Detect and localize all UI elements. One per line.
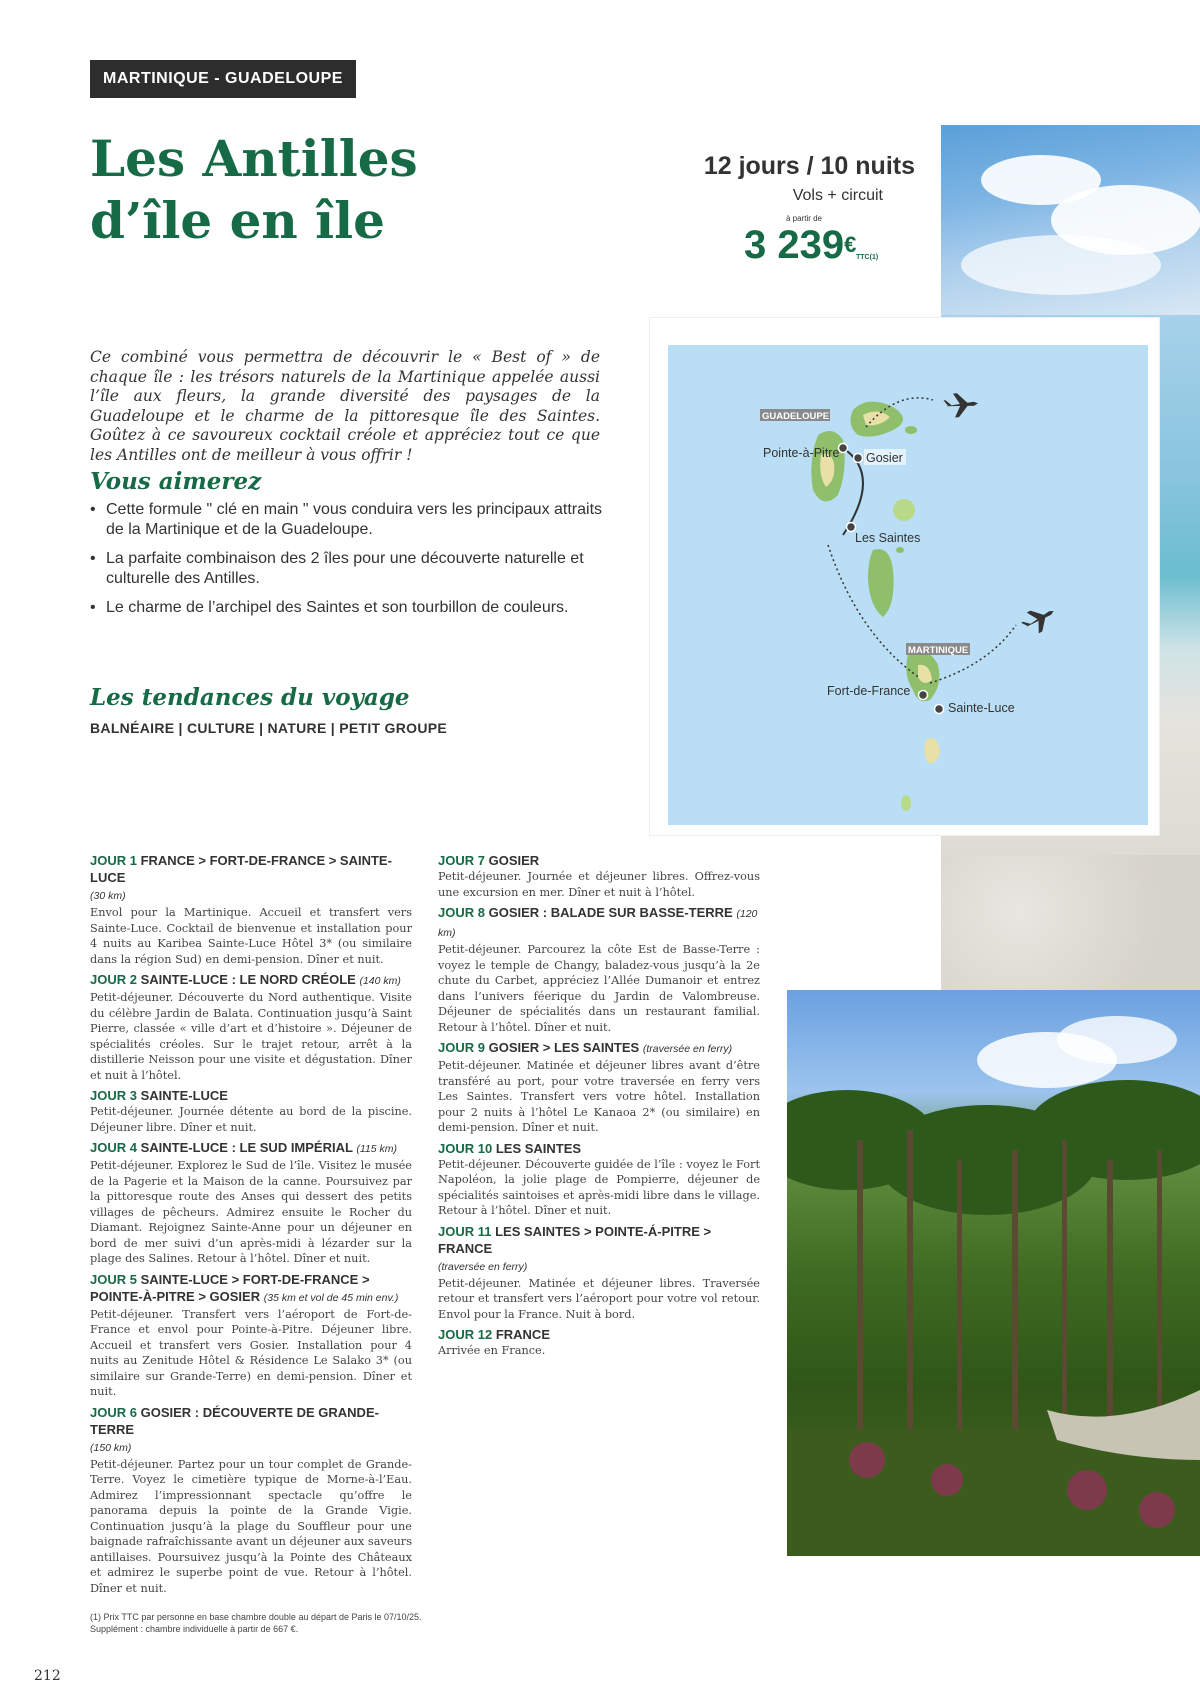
day-title: GOSIER > LES SAINTES (488, 1040, 640, 1055)
itinerary-day (90, 1087, 412, 1135)
plane-icon (943, 391, 979, 418)
day-number: JOUR 12 (438, 1327, 493, 1342)
itinerary-right-column (438, 852, 760, 1363)
trip-duration: 12 jours / 10 nuits (703, 152, 915, 180)
itinerary-day (90, 852, 412, 967)
itinerary-day (438, 1039, 760, 1136)
map-label-fort-de-france: Fort-de-France (827, 684, 911, 698)
title-line-1: Les Antilles (90, 129, 418, 188)
day-distance: (120 km) (438, 908, 758, 939)
sand-photo (941, 855, 1200, 995)
itinerary-map (668, 345, 1148, 825)
itinerary-day (438, 904, 760, 1035)
price-from-label: à partir de (785, 214, 823, 223)
day-number: JOUR 6 (90, 1404, 137, 1420)
itinerary-day (438, 1223, 760, 1323)
itinerary-day (438, 852, 760, 900)
price-currency: € (844, 232, 857, 257)
day-title: SAINTE-LUCE : LE NORD CRÉOLE (140, 972, 356, 987)
day-description: Petit-déjeuner. Matinée et déjeuner libres. Traversée retour et transfert vers l’aéroport pour votre vol retour. Envol pour la France. Nuit à bord. (438, 1276, 760, 1321)
day-distance: (traversée en ferry) (642, 1043, 733, 1055)
map-label-pointe-a-pitre: Pointe-à-Pitre (763, 446, 840, 460)
itinerary-day (90, 1139, 412, 1267)
day-title: GOSIER (488, 853, 540, 868)
garden-photo (787, 990, 1200, 1556)
day-description: Petit-déjeuner. Partez pour un tour complet de Grande-Terre. Voyez le cimetière typique de Morne-à-l’Eau. Admirez l’impressionnant spectacle qu’offre le panorama depuis la pointe de la Grande Vigie. Continuation jusqu’à la plage du Souffleur pour une baignade rafraîchissante avant un déjeuner aux saveurs antillaises. Poursuivez jusqu’à la Pointe des Châteaux et admirez le superbe point de vue. Retour à l’hôtel. Dîner et nuit. (90, 1457, 412, 1595)
day-number: JOUR 11 (438, 1223, 492, 1239)
day-description: Petit-déjeuner. Explorez le Sud de l’île. Visitez le musée de la Pagerie et la Maison de la canne. Poursuivez par la pittoresque route des Anses qui dessert des petits villages de pêcheurs. Admirez ensuite le Rocher du Diamant. Rejoignez Sainte-Anne pour un déjeuner en bord de mer suivi d’un après-midi à lézarder sur la plage des Salines. Retour à l’hôtel. Dîner et nuit. (90, 1159, 412, 1265)
trip-formula: Vols + circuit (792, 187, 883, 204)
vous-aimerez-heading: Vous aimerez (90, 468, 262, 495)
day-title: LES SAINTES > POINTE-Á-PITRE > FRANCE (438, 1223, 712, 1256)
day-description: Petit-déjeuner. Matinée et déjeuner libres avant d’être transféré au port, pour votre traversée en ferry vers Les Saintes. Transfert vers votre hôtel. Installation pour 2 nuits à l’hôtel Le Kanaoa 2* (ou similaire) en demi-pension. Dîner et nuit. (438, 1059, 760, 1134)
list-item: • Cette formule " clé en main " vous conduira vers les principaux attraits de la Martinique et de la Guadeloupe. (90, 500, 610, 540)
day-number: JOUR 3 (90, 1088, 137, 1103)
price-suffix: TTC(1) (856, 254, 879, 261)
day-number: JOUR 2 (90, 972, 137, 987)
day-title: SAINTE-LUCE > FORT-DE-FRANCE > POINTE-À-PITRE > GOSIER (90, 1271, 370, 1304)
day-distance: (150 km) (90, 1441, 132, 1454)
map-label-guadeloupe: GUADELOUPE (762, 411, 830, 422)
day-distance: (traversée en ferry) (438, 1260, 528, 1273)
day-number: JOUR 7 (438, 853, 485, 868)
trip-tags: BALNÉAIRE | CULTURE | NATURE | PETIT GROUPE (90, 720, 448, 736)
footnote (90, 1611, 422, 1635)
map-label-martinique: MARTINIQUE (908, 645, 969, 656)
day-title: FRANCE (495, 1327, 550, 1342)
region-tag: MARTINIQUE - GUADELOUPE (90, 60, 356, 98)
page-title (90, 128, 418, 252)
day-title: SAINTE-LUCE : LE SUD IMPÉRIAL (140, 1140, 353, 1155)
tendances-heading: Les tendances du voyage (90, 684, 410, 711)
price-value: 3 239 (744, 223, 845, 267)
day-description: Arrivée en France. (438, 1344, 546, 1357)
list-item: • La parfaite combinaison des 2 îles pour une découverte naturelle et culturelle des Antilles. (90, 549, 610, 589)
map-label-gosier: Gosier (866, 451, 903, 465)
map-label-sainte-luce: Sainte-Luce (948, 701, 1015, 715)
itinerary-left-column (90, 852, 412, 1600)
day-distance: (35 km et vol de 45 min env.) (263, 1291, 399, 1304)
map-label-les-saintes: Les Saintes (855, 531, 921, 545)
day-distance: (30 km) (90, 890, 126, 902)
day-title: LES SAINTES (495, 1140, 582, 1156)
day-number: JOUR 10 (438, 1140, 493, 1156)
day-number: JOUR 1 (90, 853, 137, 868)
itinerary-day (90, 971, 412, 1083)
day-distance: (140 km) (359, 975, 401, 987)
day-title: GOSIER : BALADE SUR BASSE-TERRE (488, 905, 733, 920)
itinerary-day (438, 1326, 760, 1359)
sky-photo (941, 125, 1200, 315)
day-description: Petit-déjeuner. Parcourez la côte Est de Basse-Terre : voyez le temple de Changy, baladez-vous jusqu’à la 2e chute du Carbet, appréciez l’Allée Dumanoir et entrez dans l’univers féerique du Jardin de Valombreuse. Déjeuner de spécialités dans un restaurant familial. Retour à l’hôtel. Dîner et nuit. (438, 943, 760, 1034)
plane-icon (1018, 601, 1059, 639)
vous-aimerez-list (90, 500, 610, 627)
page-number: 212 (34, 1668, 61, 1682)
list-item: • Le charme de l’archipel des Saintes et son tourbillon de couleurs. (90, 598, 610, 618)
day-number: JOUR 9 (438, 1040, 485, 1055)
day-description: Petit-déjeuner. Transfert vers l’aéroport de Fort-de-France et envol pour Pointe-à-Pitre. Déjeuner libre. Accueil et transfert vers Gosier. Installation pour 4 nuits au Zenitude Hôtel & Résidence Le Salako 3* (ou similaire sur Grande-Terre) en demi-pension. Dîner et nuit. (90, 1307, 412, 1398)
footnote-line-1: (1) Prix TTC par personne en base chambre double au départ de Paris le 07/10/25. (90, 1612, 422, 1622)
day-number: JOUR 5 (90, 1271, 137, 1287)
itinerary-day (438, 1140, 760, 1219)
day-title: GOSIER : DÉCOUVERTE DE GRANDE-TERRE (90, 1404, 379, 1437)
itinerary-day (90, 1271, 412, 1400)
day-title: FRANCE > FORT-DE-FRANCE > SAINTE-LUCE (90, 853, 392, 885)
day-description: Petit-déjeuner. Découverte guidée de l’île : voyez le Fort Napoléon, la jolie plage de Pompierre, déjeuner de spécialités saintoises et après-midi libre dans le village. Retour à l’hôtel. Dîner et nuit. (438, 1157, 760, 1217)
day-distance: (115 km) (356, 1143, 397, 1155)
footnote-line-2: Supplément : chambre individuelle à partir de 667 €. (90, 1624, 299, 1634)
day-description: Envol pour la Martinique. Accueil et transfert vers Sainte-Luce. Cocktail de bienvenue et installation pour 4 nuits au Karibea Sainte-Luce Hôtel 3* (ou similaire dans la région Sud) en demi-pension. Dîner et nuit. (90, 906, 412, 966)
trip-duration-block (655, 152, 915, 205)
day-description: Petit-déjeuner. Journée et déjeuner libres. Offrez-vous une excursion en mer. Dîner et nuit à l’hôtel. (438, 870, 760, 899)
title-line-2: d’île en île (90, 191, 385, 250)
day-number: JOUR 4 (90, 1140, 137, 1155)
day-number: JOUR 8 (438, 905, 485, 920)
intro-text: Ce combiné vous permettra de découvrir le « Best of » de chaque île : les trésors naturels de la Martinique appelée aussi l’île aux fleurs, la grande diversité des paysages de la Guadeloupe et le charme de la pittoresque île des Saintes. Goûtez à ce savoureux cocktail créole et appréciez tout ce que les Antilles ont de meilleur à vous offrir ! (90, 348, 600, 464)
day-title: SAINTE-LUCE (140, 1088, 228, 1103)
price-block (744, 214, 884, 267)
itinerary-day (90, 1404, 412, 1597)
day-description: Petit-déjeuner. Journée détente au bord de la piscine. Déjeuner libre. Dîner et nuit. (90, 1105, 412, 1134)
day-description: Petit-déjeuner. Découverte du Nord authentique. Visite du célèbre Jardin de Balata. Continuation jusqu’à Saint Pierre, classée « ville d’art et d’histoire ». Déjeuner de spécialités créoles. Sur le trajet retour, arrêt à la distillerie Neisson pour une visite et dégustation. Dîner et nuit à l’hôtel. (90, 991, 412, 1082)
